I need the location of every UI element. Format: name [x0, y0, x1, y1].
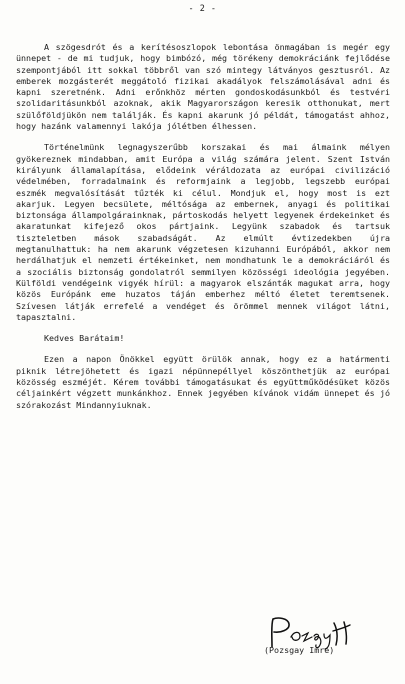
paragraph-1: A szögesdrót és a kerítésoszlopok lebontása önmagában is megér egy ünnepet - de mi tudjuk, hogy bimbózó, még törékeny demokráciánk fejlődése szempontjából itt sokkal többről van szó mintegy látványos gesztusról. Az emberek mozgásterét meggátoló fizikai akadályok felszámolásával adni és kapni szeretnénk. Adni erőnkhöz mérten gondoskodásunkból és testvéri szolidaritásunkból azoknak, akik Magyarországon keresik otthonukat, mert szülőföldjükön nem találják. És kapni akarunk jó példát, támogatást ahhoz, hogy hazánk valamennyi lakója jólétben élhessen.: [16, 42, 390, 132]
page-number: - 2 -: [188, 4, 217, 14]
salutation: Kedves Barátaim!: [44, 333, 125, 344]
signature-block: [258, 615, 378, 665]
signatory-name: (Pozsgay Imre): [264, 645, 335, 655]
paragraph-2: Történelmünk legnagyszerűbb korszakai és mai álmaink mélyen gyökereznek mindabban, amit Európa a világ számára jelent. Szent István királyunk államalapítása, elődeink véráldozata az európai civilizáció védelmében, forradalmaink és reformjaink a legjobb, legszebb európai eszmék megvalósítását tűzték ki célul. Mondjuk el, hogy most is ezt akarjuk. Legyen becsülete, méltósága az embernek, anyagi és politikai biztonsága állampolgárainknak, pártoskodás helyett legyenek érdekeinket és akaratunkat kifejező okos pártjaink. Legyünk szabadok és tartsuk tiszteletben mások szabadságát. Az elmúlt évtizedekben újra megtanulhattuk: ha nem akarunk végzetesen kizuhanni Európából, akkor nem herdálhatjuk el nemzeti értékeinket, nem mondhatunk le a demokráciáról és a szociális biztonság gondolatról semmilyen közösségi ideológia jegyében. Külföldi vendégeink vigyék hírül: a magyarok elszánták magukat arra, hogy közös Európánk eme huzatos táján emberhez méltó életet teremtsenek. Szívesen látják errefelé a vendéget és örömmel mennek világot látni, tapasztalni.: [16, 142, 390, 322]
closing-paragraph: Ezen a napon Önökkel együtt örülök annak, hogy ez a határmenti piknik létrejöhetett és igazi népünnepéllyel köszönthetjük az európai közösség eszméjét. Kérem további támogatásukat és együttműködésüket közös céljainkért végzett munkánkhoz. Ennek jegyében kívánok vidám ünnepet és jó szórakozást Mindannyiuknak.: [16, 354, 390, 410]
letter-body: [16, 42, 390, 411]
